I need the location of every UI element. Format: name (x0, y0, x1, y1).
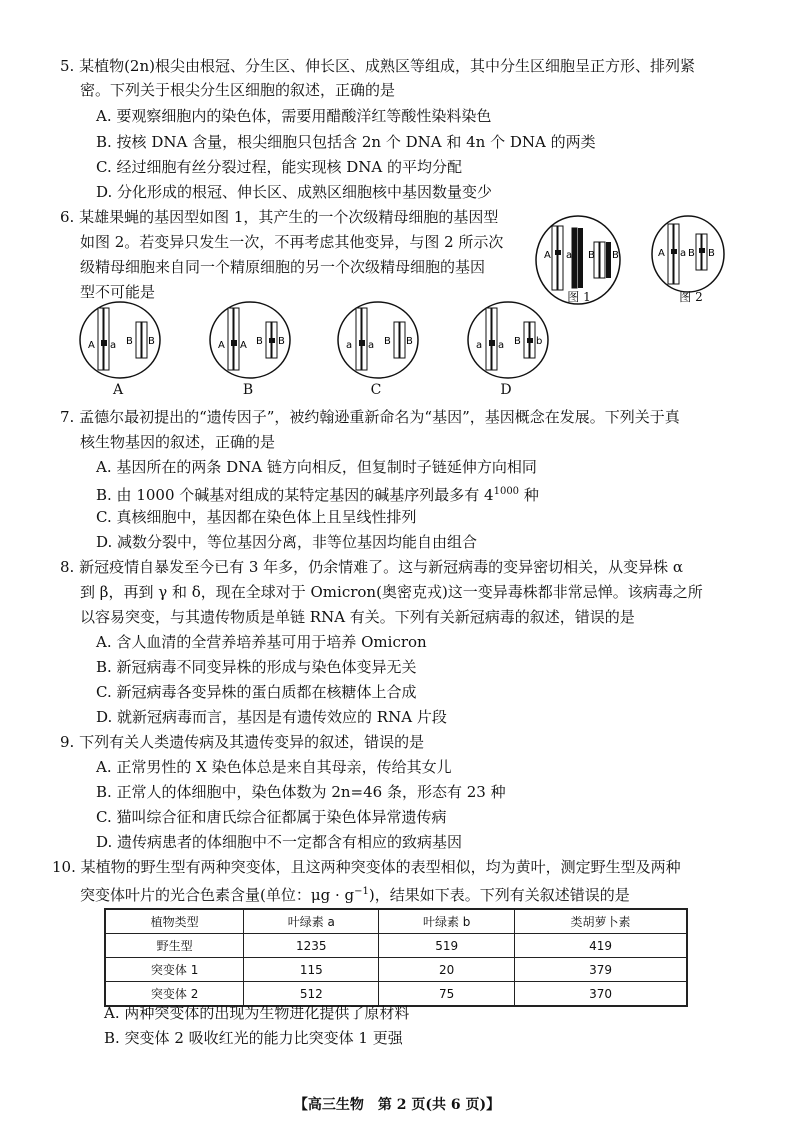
q10-option-b: B. 突变体 2 吸收红光的能力比突变体 1 更强 (104, 1029, 403, 1047)
q9-option-c: C. 猫叫综合征和唐氏综合征都属于染色体异常遗传病 (96, 808, 447, 826)
table-cell: 突变体 2 (105, 982, 244, 1007)
pigment-table (104, 908, 688, 1007)
q9-stem-line1: 9. 下列有关人类遗传病及其遗传变异的叙述，错误的是 (60, 733, 425, 751)
q7-option-d: D. 减数分裂中，等位基因分离，非等位基因均能自由组合 (96, 533, 478, 551)
choice-d-cell (466, 300, 550, 380)
gene-label: B (708, 248, 715, 259)
svg-text:a: a (476, 340, 483, 351)
q8-option-b: B. 新冠病毒不同变异株的形成与染色体变异无关 (96, 658, 417, 676)
q7-option-b: B. 由 1000 个碱基对组成的某特定基因的碱基序列最多有 $4^{1000}$ 种 (96, 486, 539, 504)
q6-stem-line1: 6. 某雄果蝇的基因型如图 1，其产生的一个次级精母细胞的基因型 (60, 208, 499, 226)
q8-stem-line2: 到 β，再到 γ 和 δ，现在全球对于 Omicron(奥密克戎)这一变异毒株都非常忌惮。该病毒之所 (80, 583, 703, 601)
svg-text:a: a (110, 340, 117, 351)
svg-text:B: B (278, 336, 285, 347)
gene-label: a (566, 250, 573, 261)
q5-stem-line2: 密。下列关于根尖分生区细胞的叙述，正确的是 (80, 81, 396, 99)
gene-label: B (588, 250, 595, 261)
q9-option-d: D. 遗传病患者的体细胞中不一定都含有相应的致病基因 (96, 833, 463, 851)
gene-label: a (680, 248, 687, 259)
svg-text:B: B (406, 336, 413, 347)
choice-a-label: A (112, 382, 124, 398)
svg-text:a: a (346, 340, 353, 351)
q5-option-c: C. 经过细胞有丝分裂过程，能实现核 DNA 的平均分配 (96, 158, 463, 176)
gene-label: A (544, 250, 551, 261)
table-cell: 20 (379, 958, 515, 982)
figure-2-caption: 图 2 (679, 290, 703, 304)
q8-stem-line3: 以容易突变，与其遗传物质是单链 RNA 有关。下列有关新冠病毒的叙述，错误的是 (80, 608, 635, 626)
table-row (105, 958, 687, 982)
choice-d-label: D (500, 382, 512, 398)
svg-text:B: B (148, 336, 155, 347)
page-footer: 【高三生物 第 2 页(共 6 页)】 (293, 1097, 501, 1113)
q8-stem-line1: 8. 新冠疫情自暴发至今已有 3 年多，仍余情难了。这与新冠病毒的变异密切相关，从变异株 α (60, 558, 684, 576)
q8-option-d: D. 就新冠病毒而言，基因是有遗传效应的 RNA 片段 (96, 708, 447, 726)
q7-stem-line2: 核生物基因的叙述，正确的是 (80, 433, 276, 451)
gene-label: B (612, 250, 619, 261)
svg-text:b: b (536, 336, 543, 347)
figure-2-cell (650, 214, 726, 294)
svg-text:B: B (256, 336, 263, 347)
q5-option-d: D. 分化形成的根冠、伸长区、成熟区细胞核中基因数量变少 (96, 183, 493, 201)
table-row (105, 934, 687, 958)
choice-c-cell (336, 300, 420, 380)
table-cell: 1235 (244, 934, 379, 958)
q8-option-a: A. 含人血清的全营养培养基可用于培养 Omicron (96, 633, 427, 651)
table-header-row (105, 909, 687, 934)
figure-1-caption: 图 1 (567, 290, 591, 304)
q7-option-c: C. 真核细胞中，基因都在染色体上且呈线性排列 (96, 508, 417, 526)
q8-option-c: C. 新冠病毒各变异株的蛋白质都在核糖体上合成 (96, 683, 417, 701)
choice-a-cell (78, 300, 162, 380)
choice-c-label: C (370, 382, 382, 398)
table-header-cell: 叶绿素 b (379, 909, 515, 934)
q6-stem-line4: 型不可能是 (80, 283, 156, 301)
q10-stem-line1: 10. 某植物的野生型有两种突变体，且这两种突变体的表型相似，均为黄叶，测定野生型及两种 (52, 858, 681, 876)
q5-option-a: A. 要观察细胞内的染色体，需要用醋酸洋红等酸性染料染色 (96, 107, 492, 125)
svg-text:B: B (126, 336, 133, 347)
svg-text:B: B (514, 336, 521, 347)
table-header-cell: 类胡萝卜素 (515, 909, 687, 934)
q5-option-b: B. 按核 DNA 含量，根尖细胞只包括含 2n 个 DNA 和 4n 个 DNA 的两类 (96, 133, 596, 151)
gene-label: B (688, 248, 695, 259)
table-cell: 419 (515, 934, 687, 958)
table-cell: 379 (515, 958, 687, 982)
table-header-cell: 叶绿素 a (244, 909, 379, 934)
table-header-cell: 植物类型 (105, 909, 244, 934)
q5-stem-line1: 5. 某植物(2n)根尖由根冠、分生区、伸长区、成熟区等组成，其中分生区细胞呈正方形、排列紧 (60, 57, 695, 75)
table-cell: 512 (244, 982, 379, 1007)
table-cell: 370 (515, 982, 687, 1007)
q7-stem-line1: 7. 孟德尔最初提出的“遗传因子”，被约翰逊重新命名为“基因”，基因概念在发展。下列关于真 (60, 408, 680, 426)
table-cell: 519 (379, 934, 515, 958)
svg-text:a: a (368, 340, 375, 351)
table-cell: 75 (379, 982, 515, 1007)
q9-option-b: B. 正常人的体细胞中，染色体数为 2n=46 条，形态有 23 种 (96, 783, 506, 801)
svg-text:B: B (384, 336, 391, 347)
table-cell: 野生型 (105, 934, 244, 958)
q6-stem-line2: 如图 2。若变异只发生一次，不再考虑其他变异，与图 2 所示次 (80, 233, 504, 251)
choice-b-label: B (242, 382, 254, 398)
svg-text:A: A (240, 340, 247, 351)
q9-option-a: A. 正常男性的 X 染色体总是来自其母亲，传给其女儿 (96, 758, 452, 776)
svg-text:A: A (88, 340, 95, 351)
table-cell: 突变体 1 (105, 958, 244, 982)
gene-label: A (658, 248, 665, 259)
table-cell: 115 (244, 958, 379, 982)
q10-option-a: A. 两种突变体的出现为生物进化提供了原材料 (104, 1004, 410, 1022)
svg-text:a: a (498, 340, 505, 351)
q10-stem-line2: 突变体叶片的光合色素含量(单位：$\mu g \cdot g^{-1}$)，结果如下表。下列有关叙述错误的是 (80, 886, 630, 904)
choice-b-cell (208, 300, 292, 380)
q7-option-a: A. 基因所在的两条 DNA 链方向相反，但复制时子链延伸方向相同 (96, 458, 537, 476)
svg-text:A: A (218, 340, 225, 351)
q6-stem-line3: 级精母细胞来自同一个精原细胞的另一个次级精母细胞的基因 (80, 258, 486, 276)
